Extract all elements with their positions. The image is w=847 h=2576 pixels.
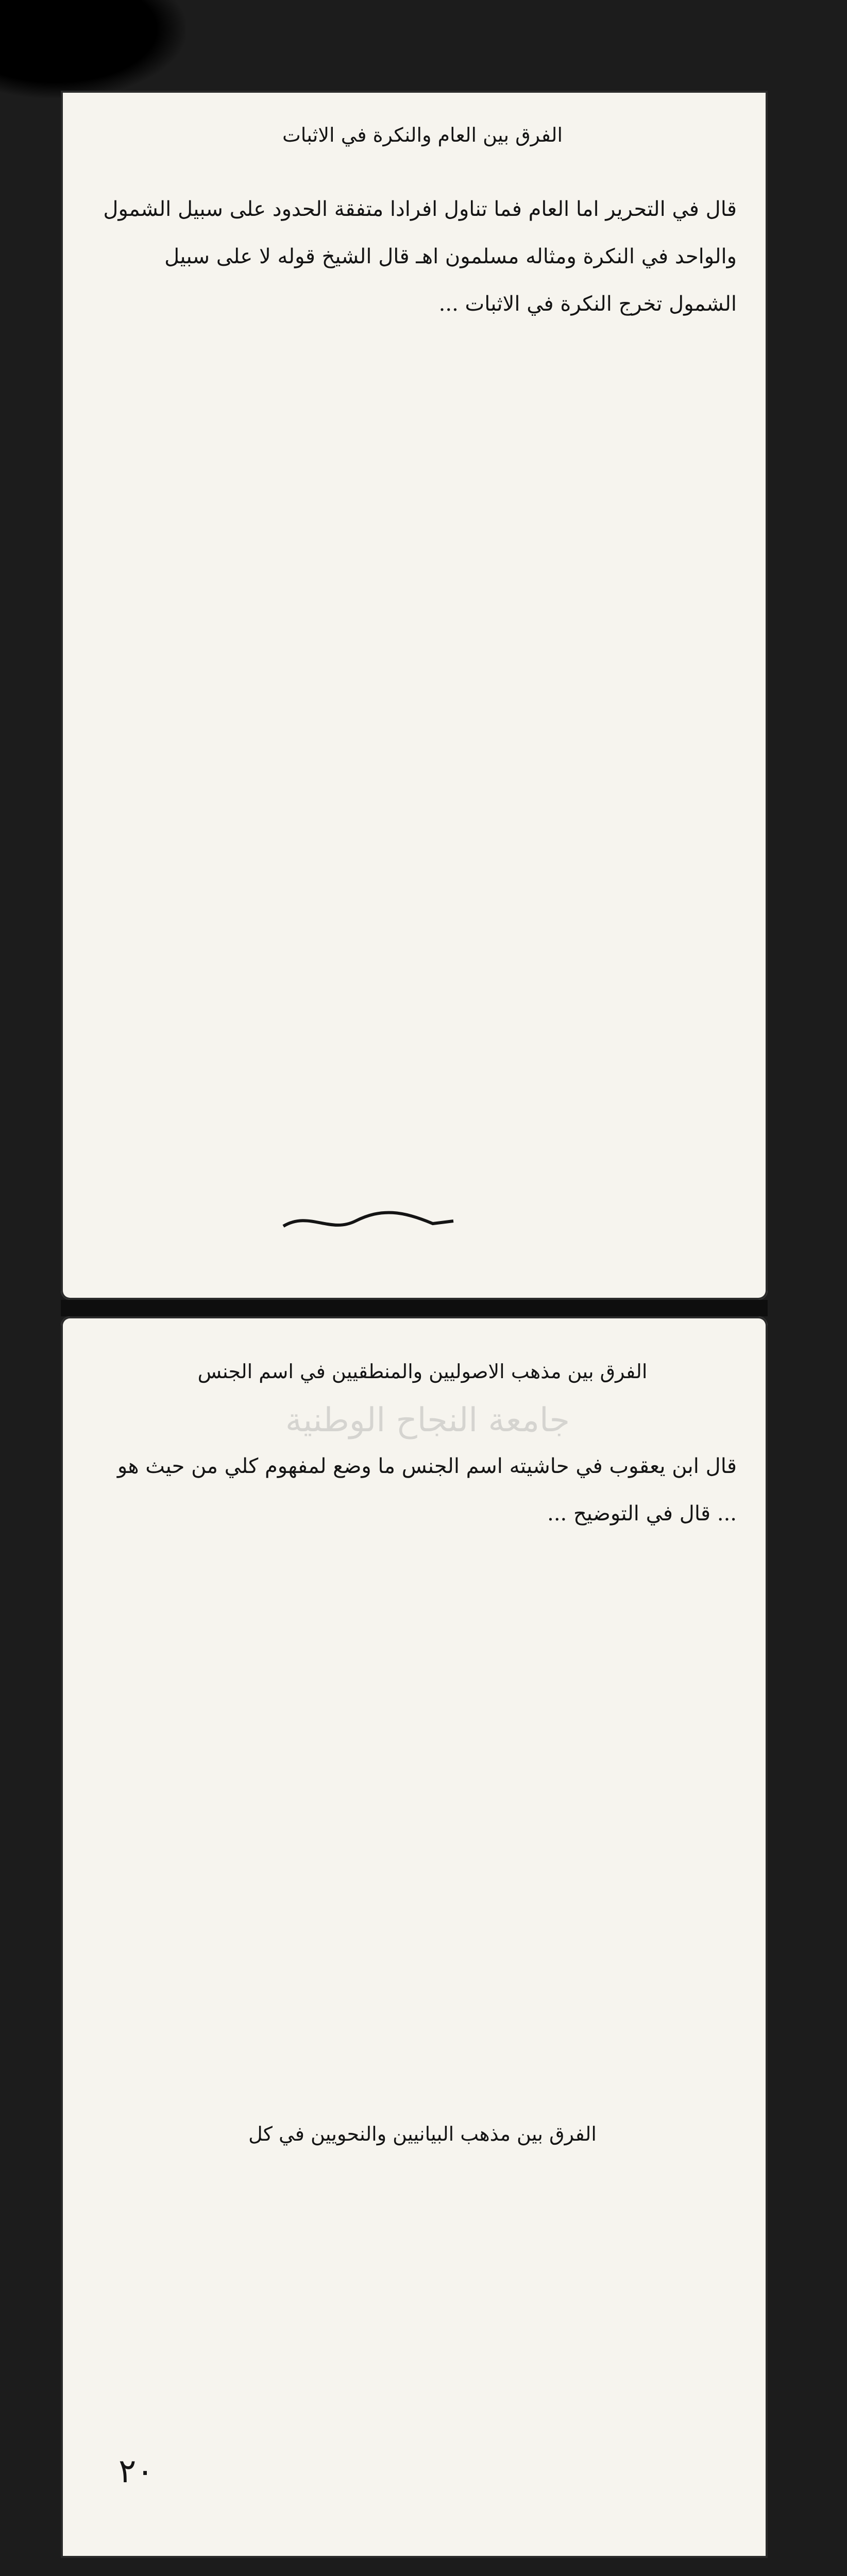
page-divider <box>61 1300 768 1316</box>
page-number: ٢٠ <box>118 2452 154 2490</box>
section-heading-top: الفرق بين العام والنكرة في الاثبات <box>282 124 563 146</box>
manuscript-body-bottom: قال ابن يعقوب في حاشيته اسم الجنس ما وضع لمفهوم كلي من حيث هو ... قال في التوضيح ... <box>111 1454 737 1526</box>
manuscript-body-top: قال في التحرير اما العام فما تناول افرادا متفقة الحدود على سبيل الشمول والواحد في النكرة ومثاله مسلمون اهـ قال الشيخ قوله لا على سبيل الشمول تخرج النكرة في الاثبات ... <box>96 197 737 316</box>
library-watermark: جامعة النجاح الوطنية <box>285 1401 570 1439</box>
section-heading-bottom: الفرق بين مذهب البيانيين والنحويين في كل <box>248 2123 597 2145</box>
section-heading-middle: الفرق بين مذهب الاصوليين والمنطقيين في اسم الجنس <box>197 1360 648 1383</box>
handwritten-mark <box>278 1206 464 1236</box>
thumb-shadow <box>0 0 185 98</box>
